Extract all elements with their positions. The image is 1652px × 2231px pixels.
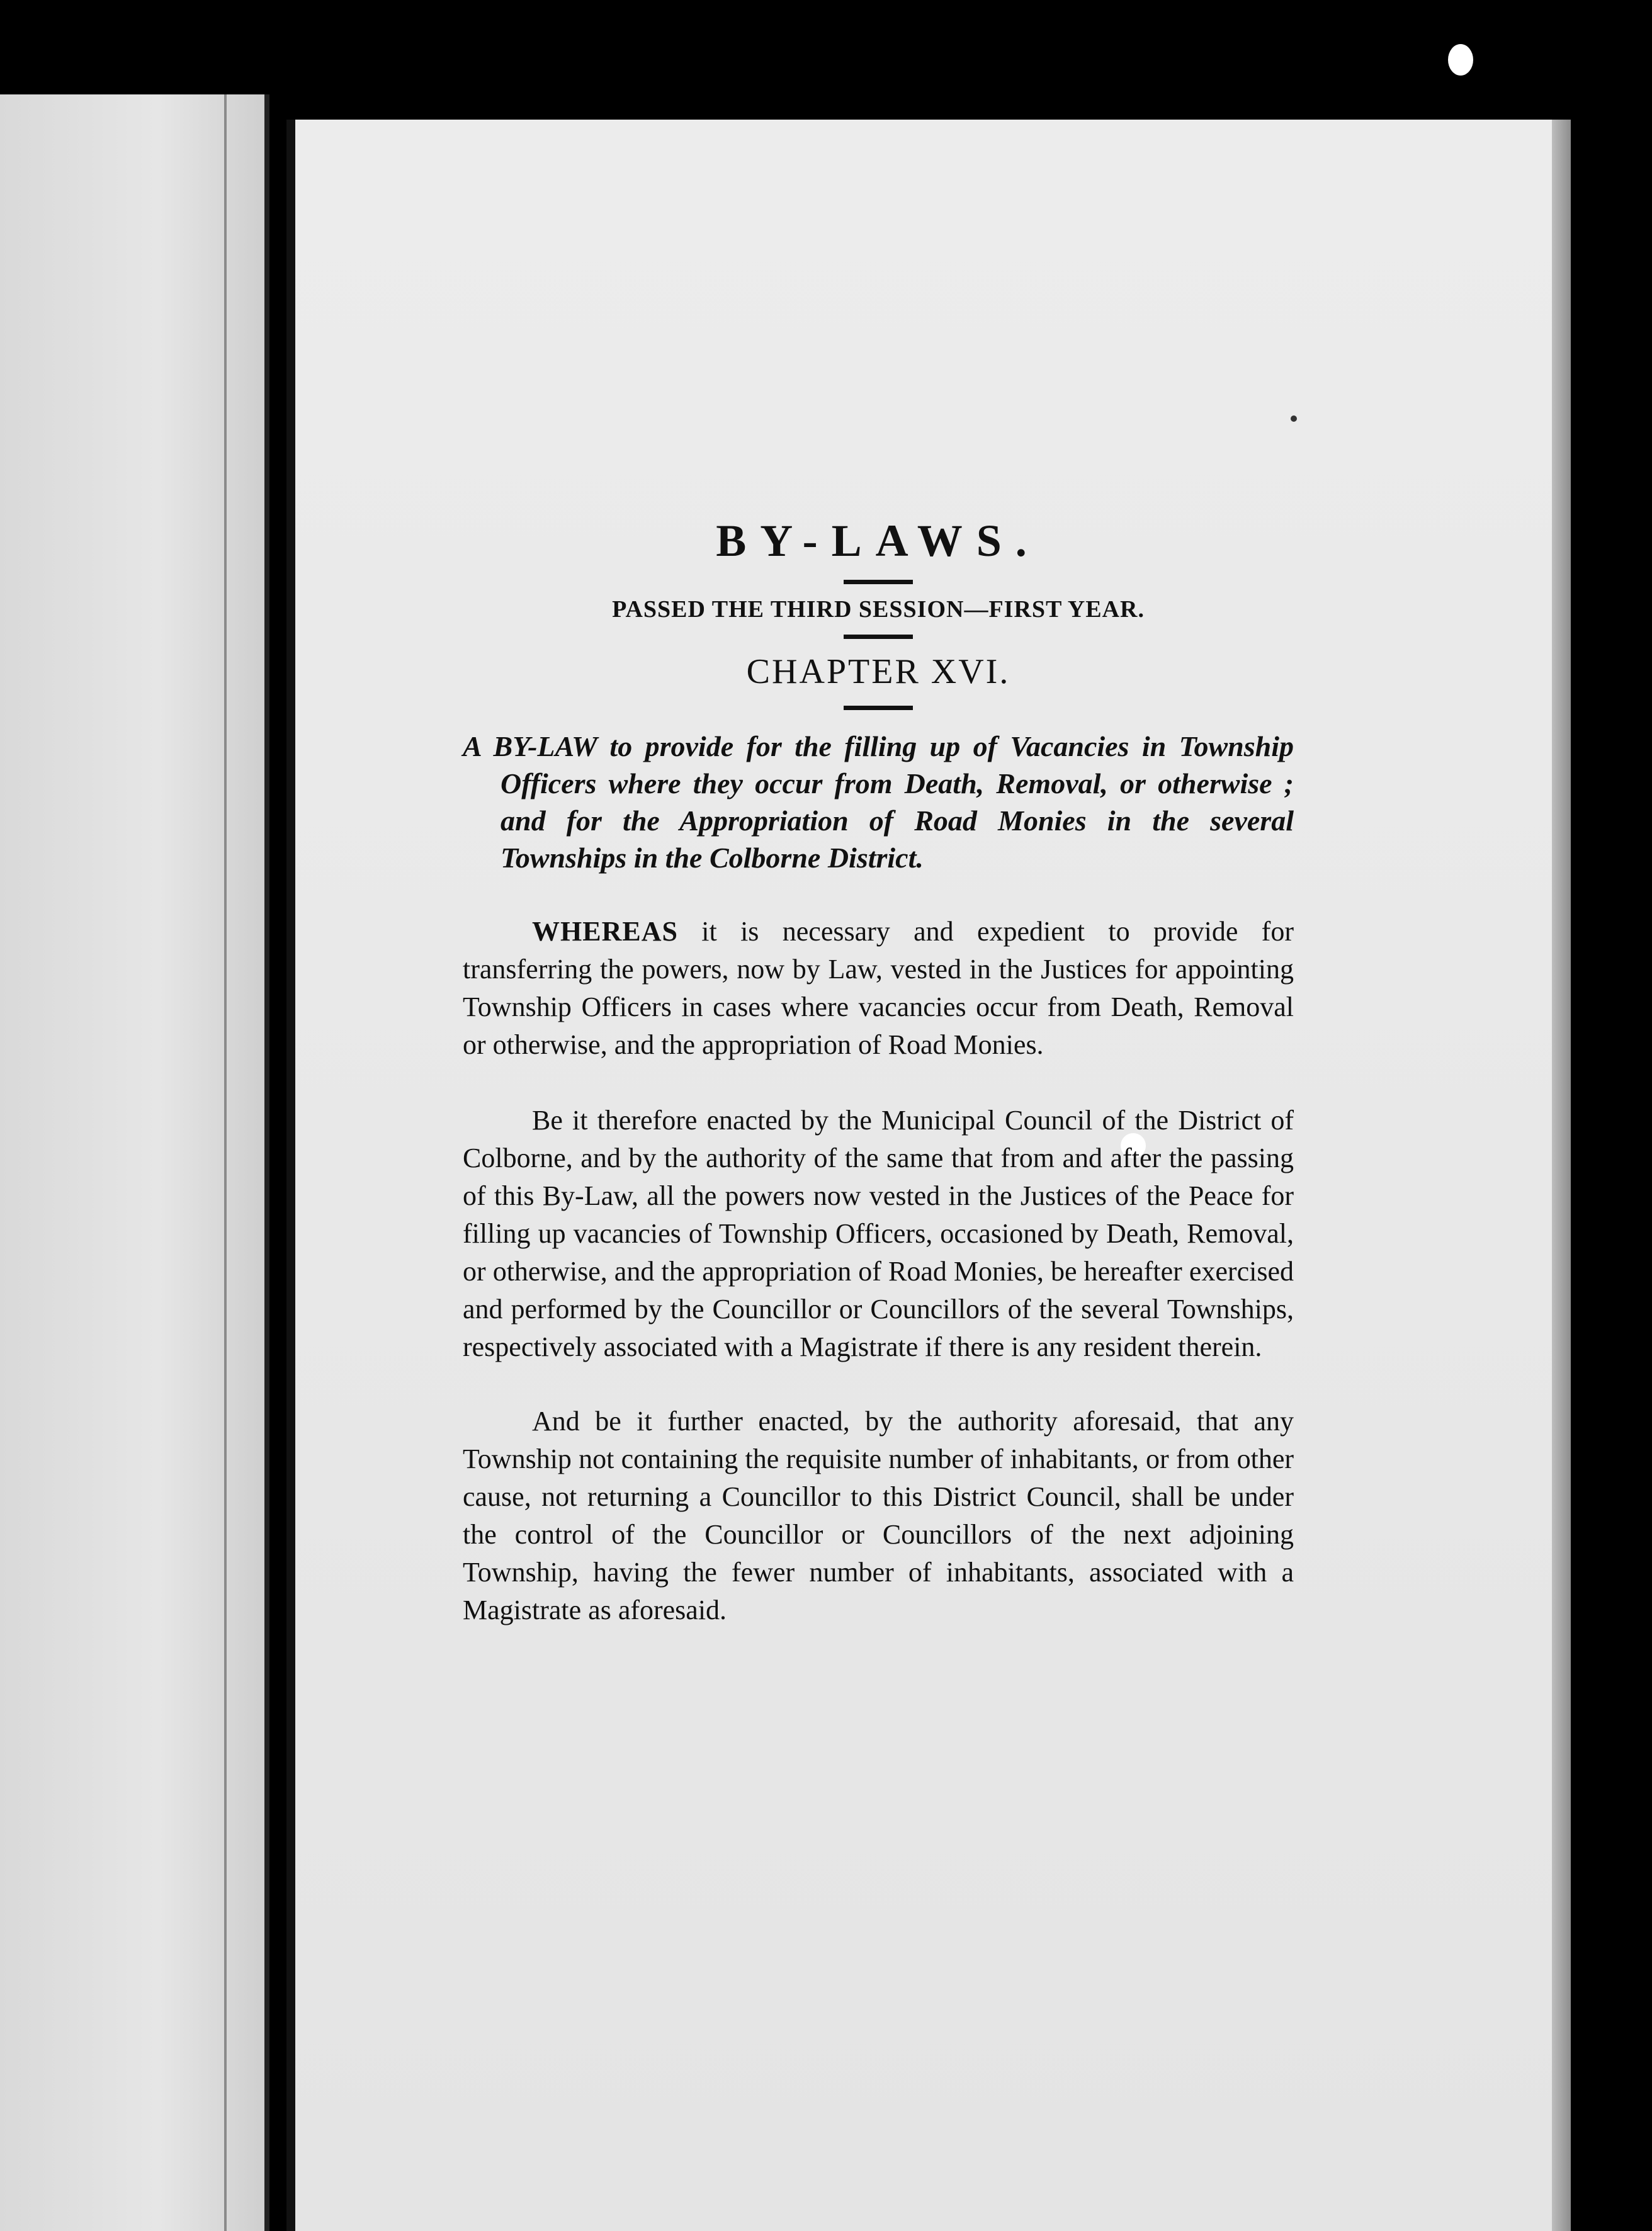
heading-rule <box>844 580 913 584</box>
paragraph-text: Be it therefore enacted by the Municipal Council of the District of Colborne, and by the authority of the same that from and after the passing of this By-Law, all the powers now vested in the Justices of the Peace for filling up vacancies of Township Officers, occasioned by Death, Removal, or otherwise, and the appropriation of Road Monies, be hereafter exercised and performed by the Councillor or Councillors of the several Townships, respectively associated with a Magistrate if there is any resident therein. <box>463 1104 1294 1362</box>
paragraph-text: it is necessary and expedient to provide for transferring the powers, now by Law, vested in the Justices for appointing Township Officers in cases where vacancies occur from Death, Removal or otherwise, and the appropriation of Road Monies. <box>463 915 1294 1060</box>
paragraph-whereas <box>463 913 1294 1064</box>
dust-speck <box>1291 415 1297 422</box>
session-subtitle: PASSED THE THIRD SESSION—FIRST YEAR. <box>612 596 1145 623</box>
chapter-rule <box>844 706 913 710</box>
document-text-block <box>463 516 1294 1629</box>
page-edge-shadow <box>1552 120 1571 2231</box>
paragraph-enactment <box>463 1102 1294 1366</box>
paragraph-text: And be it further enacted, by the authority aforesaid, that any Township not containing the requisite number of inhabitants, or from other cause, not returning a Councillor to this District Council, shall be under the control of the Councillor or Councillors of the next adjoining Township, having the fewer number of inhabitants, associated with a Magistrate as aforesaid. <box>463 1405 1294 1625</box>
dust-speck <box>1448 44 1473 76</box>
paragraph-further-enactment <box>463 1403 1294 1629</box>
chapter-title: CHAPTER XVI. <box>746 652 1010 691</box>
spine-line <box>224 94 227 2231</box>
session-rule <box>844 635 913 639</box>
paragraph-lead: WHEREAS <box>532 915 678 947</box>
bylaw-title: A BY-LAW to provide for the filling up of Vacancies in Township Officers where they occur from Death, Removal, or otherwise ; and for the Appropriation of Road Monies in the several Townships in the Colborne District. <box>463 730 1294 874</box>
previous-page-edge <box>0 94 269 2231</box>
document-heading: BY-LAWS. <box>716 516 1041 566</box>
